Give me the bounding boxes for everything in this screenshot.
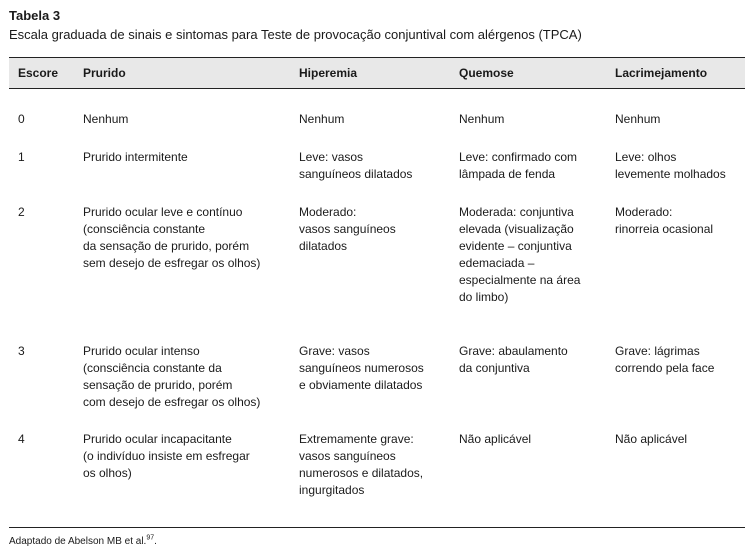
header-hiperemia: Hiperemia <box>299 66 358 80</box>
cell-score: 4 <box>18 432 25 446</box>
footnote-end: . <box>154 536 157 547</box>
cell-lacrimejamento: Grave: lágrimas correndo pela face <box>615 344 715 375</box>
cell-score: 0 <box>18 112 25 126</box>
bottom-rule <box>9 527 745 528</box>
cell-lacrimejamento: Nenhum <box>615 112 661 126</box>
cell-quemose: Nenhum <box>459 112 505 126</box>
cell-lacrimejamento: Leve: olhos levemente molhados <box>615 150 726 181</box>
cell-hiperemia: Nenhum <box>299 112 345 126</box>
header-escore: Escore <box>18 66 59 80</box>
cell-prurido: Prurido ocular incapacitante (o indivíduo insiste em esfregar os olhos) <box>83 432 250 480</box>
table-caption: Escala graduada de sinais e sintomas para Teste de provocação conjuntival com alérgenos (TPCA) <box>9 27 582 42</box>
header-rule <box>9 88 745 89</box>
cell-quemose: Não aplicável <box>459 432 532 446</box>
cell-hiperemia: Leve: vasos sanguíneos dilatados <box>299 150 413 181</box>
cell-score: 3 <box>18 344 25 358</box>
cell-hiperemia: Grave: vasos sanguíneos numerosos e obviamente dilatados <box>299 344 424 392</box>
cell-lacrimejamento: Não aplicável <box>615 432 688 446</box>
cell-hiperemia: Extremamente grave: vasos sanguíneos numerosos e dilatados, ingurgitados <box>299 432 424 497</box>
footnote-text: Adaptado de Abelson MB et al. <box>9 536 147 547</box>
table-title: Tabela 3 <box>9 8 61 23</box>
cell-quemose: Grave: abaulamento da conjuntiva <box>459 344 568 375</box>
cell-quemose: Moderada: conjuntiva elevada (visualização evidente – conjuntiva edemaciada – especialmente na área do limbo) <box>459 205 581 304</box>
footnote <box>9 535 157 548</box>
cell-lacrimejamento: Moderado: rinorreia ocasional <box>615 205 714 236</box>
cell-score: 1 <box>18 150 25 164</box>
footnote-ref: 97 <box>146 534 155 542</box>
header-lacrimejamento: Lacrimejamento <box>615 66 708 80</box>
cell-quemose: Leve: confirmado com lâmpada de fenda <box>459 150 578 181</box>
cell-hiperemia: Moderado: vasos sanguíneos dilatados <box>299 205 396 253</box>
header-quemose: Quemose <box>459 66 514 80</box>
header-prurido: Prurido <box>83 66 126 80</box>
cell-prurido: Prurido ocular intenso (consciência constante da sensação de prurido, porém com desejo de esfregar os olhos) <box>83 344 261 409</box>
cell-prurido: Prurido ocular leve e contínuo (consciência constante da sensação de prurido, porém sem desejo de esfregar os olhos) <box>83 205 261 270</box>
cell-score: 2 <box>18 205 25 219</box>
cell-prurido: Nenhum <box>83 112 129 126</box>
cell-prurido: Prurido intermitente <box>83 150 188 164</box>
